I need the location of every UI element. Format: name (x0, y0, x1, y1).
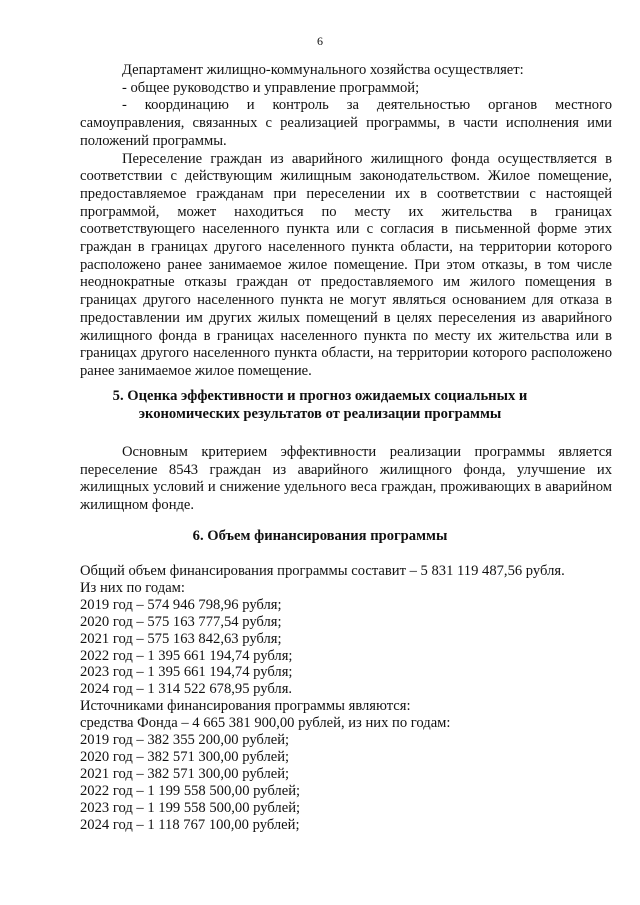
section5-heading (0, 388, 640, 423)
paragraph-coordination: - координацию и контроль за деятельностью органов местного самоуправления, связанных с реализацией программы, в части исполнения ими положений программы. (80, 97, 612, 149)
year-line: 2024 год – 1 314 522 678,95 рубля. (80, 681, 293, 698)
by-years-label: Из них по годам: (80, 579, 185, 596)
section5-paragraph: Основным критерием эффективности реализации программы является переселение 8543 граждан из аварийного жилищного фонда, улучшение их жилищных условий и снижение удельного веса граждан, проживающих в аварийном жилищном фонде. (80, 444, 612, 514)
section5-body (80, 444, 612, 515)
fund-year-line: 2019 год – 382 355 200,00 рублей; (80, 732, 290, 749)
financing-total: Общий объем финансирования программы составит – 5 831 119 487,56 рубля. (80, 563, 565, 579)
year-line: 2020 год – 575 163 777,54 рубля; (80, 613, 282, 630)
fund-line: средства Фонда – 4 665 381 900,00 рублей, из них по годам: (80, 715, 451, 732)
fund-year-line: 2020 год – 382 571 300,00 рублей; (80, 748, 290, 765)
section5-heading-line1: 5. Оценка эффективности и прогноз ожидаемых социальных и (112, 388, 528, 404)
year-line: 2023 год – 1 395 661 194,74 рубля; (80, 664, 293, 681)
paragraph-department: Департамент жилищно-коммунального хозяйства осуществляет: (122, 62, 524, 78)
fund-year-line: 2023 год – 1 199 558 500,00 рублей; (80, 799, 301, 816)
paragraph-general-management: - общее руководство и управление программой; (122, 79, 420, 96)
section6-heading: 6. Объем финансирования программы (192, 528, 448, 544)
financing-block (80, 563, 620, 834)
fund-year-line: 2021 год – 382 571 300,00 рублей; (80, 765, 290, 782)
year-line: 2021 год – 575 163 842,63 рубля; (80, 630, 282, 647)
fund-year-line: 2022 год – 1 199 558 500,00 рублей; (80, 782, 301, 799)
paragraph-resettlement: Переселение граждан из аварийного жилищного фонда осуществляется в соответствии с действующим жилищным законодательством. Жилое помещение, предоставляемое гражданам при переселении их в соответствии с настоящей программой, может находиться по месту их жительства в границах соответствующего населенного пункта или с согласия в письменной форме этих граждан в границах другого населенного пункта области, на территории которого расположено ранее занимаемое жилое помещение. При этом отказы, в том числе неоднократные отказы граждан от предоставляемого им жилого помещения в границах другого населенного пункта не могут являться основанием для отказа в предоставлении им других жилых помещений в целях переселения из аварийного жилищного фонда в границах населенного пункта по месту их жительства или в границах другого населенного пункта области, на территории которого расположено ранее занимаемое жилое помещение. (80, 150, 612, 379)
fund-year-line: 2024 год – 1 118 767 100,00 рублей; (80, 816, 300, 833)
year-line: 2022 год – 1 395 661 194,74 рубля; (80, 647, 293, 664)
section5-heading-line2: экономических результатов от реализации программы (138, 405, 502, 422)
intro-block (80, 62, 612, 381)
year-line: 2019 год – 574 946 798,96 рубля; (80, 596, 282, 613)
sources-label: Источниками финансирования программы являются: (80, 698, 411, 715)
page-number: 6 (317, 34, 323, 48)
